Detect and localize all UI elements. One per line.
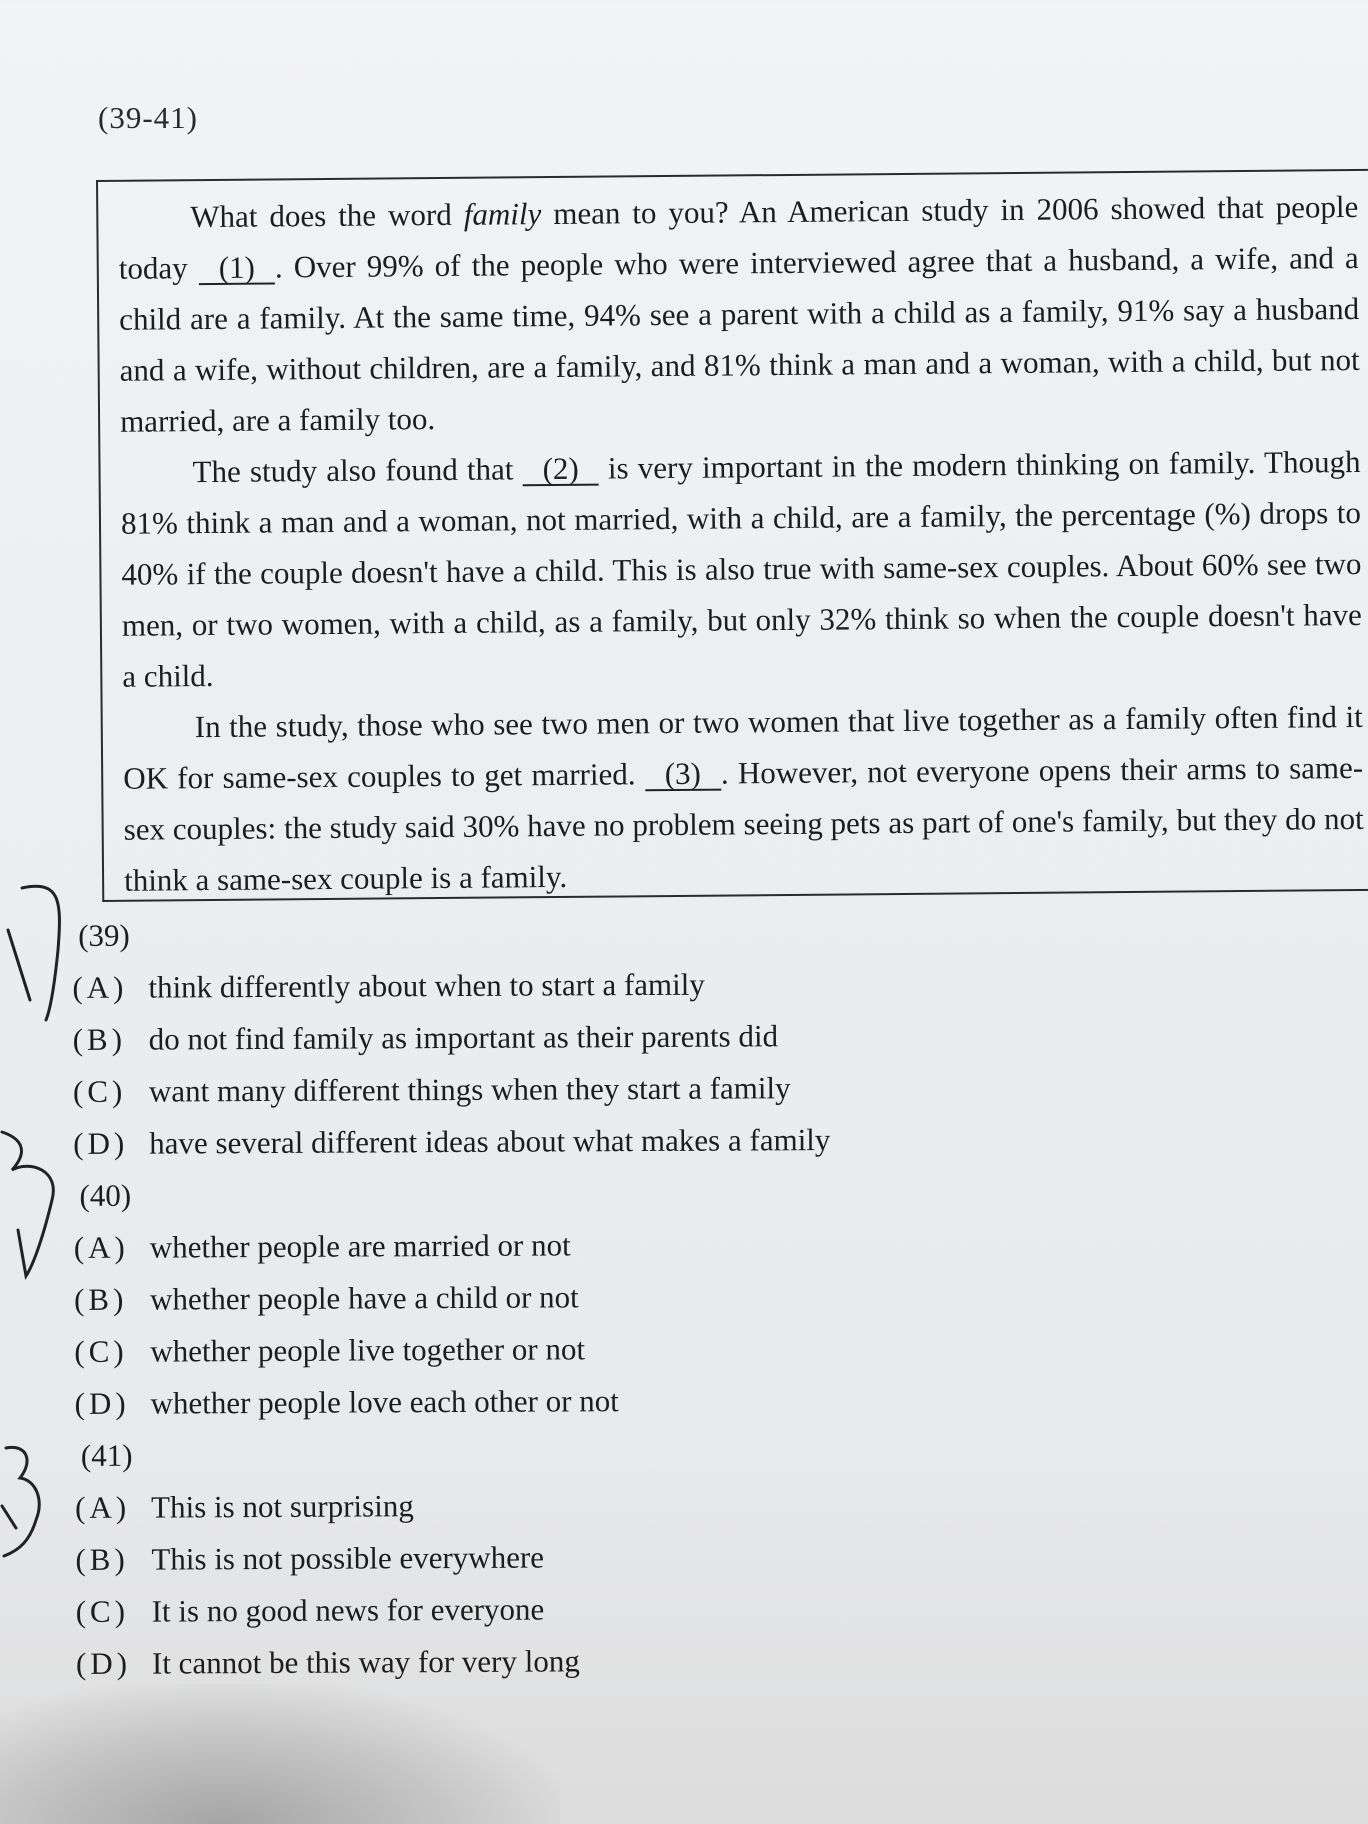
option-39-d[interactable] xyxy=(73,1113,973,1170)
passage-box xyxy=(96,169,1368,902)
option-39-b[interactable] xyxy=(73,1009,973,1066)
option-40-a[interactable] xyxy=(74,1217,974,1274)
blank-3: (3) xyxy=(645,759,721,792)
option-39-c[interactable] xyxy=(73,1061,973,1118)
question-41 xyxy=(75,1425,976,1690)
option-letter: (C) xyxy=(75,1593,130,1629)
option-40-c[interactable] xyxy=(74,1321,974,1378)
question-number: (39) xyxy=(78,917,130,953)
handwritten-mark-39 xyxy=(8,886,59,1020)
option-text: It cannot be this way for very long xyxy=(151,1643,580,1681)
passage-paragraph-1 xyxy=(118,181,1360,447)
option-letter: (D) xyxy=(75,1645,132,1681)
option-text: do not find family as important as their parents did xyxy=(148,1018,779,1057)
passage-italic-word: family xyxy=(463,196,542,232)
option-text: whether people live together or not xyxy=(150,1331,586,1369)
passage-paragraph-3 xyxy=(123,691,1365,906)
option-letter: (A) xyxy=(73,1229,129,1265)
option-text: whether people love each other or not xyxy=(150,1383,619,1421)
photo-shadow xyxy=(0,1684,560,1824)
question-number: (41) xyxy=(80,1437,133,1473)
passage-text: . However, not everyone opens their arms to same-sex couples: the study said 30% have no problem seeing pets as part of one's family, but they do not think a same-sex couple is a family. xyxy=(123,749,1364,898)
option-letter: (A) xyxy=(75,1489,131,1525)
blank-1: (1) xyxy=(199,252,275,285)
option-41-d[interactable] xyxy=(76,1633,976,1690)
option-40-b[interactable] xyxy=(74,1269,974,1326)
passage-text: The study also found that xyxy=(192,451,523,490)
handwritten-mark-40 xyxy=(2,1132,53,1276)
option-letter: (B) xyxy=(75,1541,129,1577)
option-text: whether people are married or not xyxy=(149,1227,571,1265)
option-text: think differently about when to start a family xyxy=(148,966,705,1005)
handwritten-mark-41 xyxy=(2,1447,39,1556)
option-text: This is not possible everywhere xyxy=(151,1539,545,1577)
passage-text: mean to you? An American study in 2006 showed that people today xyxy=(118,188,1359,286)
option-letter: (A) xyxy=(72,969,128,1005)
option-letter: (D) xyxy=(74,1385,130,1421)
option-41-b[interactable] xyxy=(75,1529,975,1586)
passage-text: . Over 99% of the people who were interviewed agree that a husband, a wife, and a child are a family. At the same time, 94% see a parent with a child as a family, 91% say a husband and a wife, without children, are a family, and 81% think a man and a woman, with a child, but not married, are a family too. xyxy=(119,239,1360,439)
option-letter: (B) xyxy=(72,1021,127,1057)
option-text: It is no good news for everyone xyxy=(151,1591,545,1629)
option-41-a[interactable] xyxy=(75,1477,975,1534)
option-letter: (C) xyxy=(72,1073,127,1109)
question-39 xyxy=(72,905,973,1170)
option-text: have several different ideas about what makes a family xyxy=(149,1122,831,1161)
option-text: whether people have a child or not xyxy=(149,1279,579,1317)
question-range-header: (39-41) xyxy=(98,100,198,135)
option-text: want many different things when they start a family xyxy=(148,1070,791,1109)
passage-paragraph-2 xyxy=(120,436,1362,702)
option-letter: (D) xyxy=(73,1125,129,1161)
option-39-a[interactable] xyxy=(72,957,972,1014)
option-letter: (C) xyxy=(74,1333,128,1369)
option-41-c[interactable] xyxy=(76,1581,976,1638)
passage-text: What does the word xyxy=(190,196,464,235)
option-letter: (B) xyxy=(73,1281,128,1317)
question-number: (40) xyxy=(79,1177,132,1213)
blank-2: (2) xyxy=(522,454,598,487)
passage-text: In the study, those who see two men or two women that live together as a family often find it OK for same-sex couples to get married. xyxy=(123,698,1363,796)
question-list xyxy=(72,905,976,1690)
question-40 xyxy=(73,1165,974,1430)
option-text: This is not surprising xyxy=(151,1488,414,1525)
option-40-d[interactable] xyxy=(74,1373,974,1430)
passage-text: is very important in the modern thinking on family. Though 81% think a man and a woman, not married, with a child, are a family, the percentage (%) drops to 40% if the couple doesn't have a child. This is also true with same-sex couples. About 60% see two men, or two women, with a child, as a family, but only 32% think so when the couple doesn't have a child. xyxy=(120,443,1362,694)
